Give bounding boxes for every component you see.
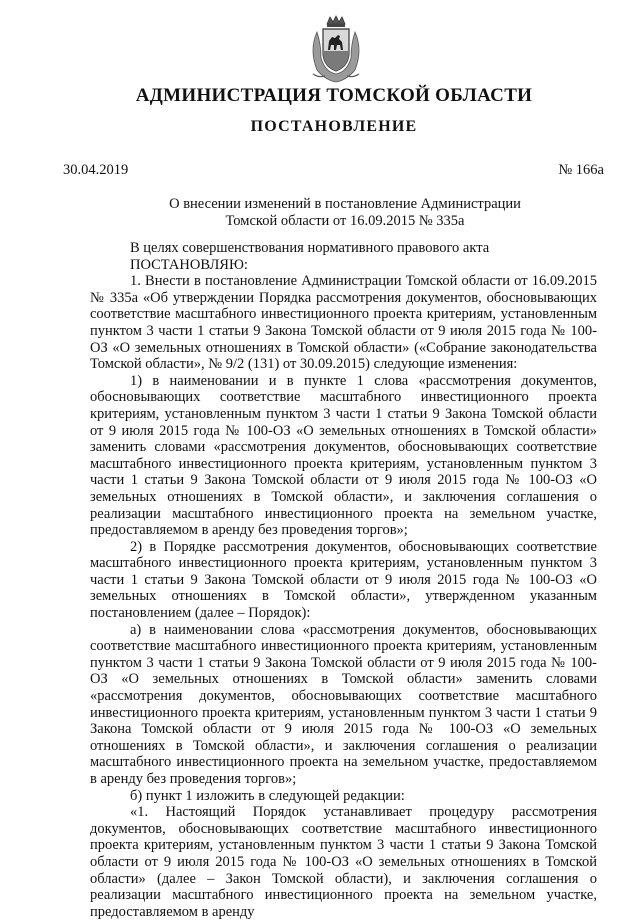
document-body [90, 240, 597, 920]
decree-word: ПОСТАНОВЛЯЮ: [130, 256, 248, 273]
preamble: В целях совершенствования нормативного правового акта [130, 240, 490, 256]
subject-line-2: Томской области от 16.09.2015 № 335а [225, 213, 465, 229]
paragraph-1-2-b-quote: «1. Настоящий Порядок устанавливает процедуру рассмотрения документов, обосновывающих соответствие масштабного инвестиционного проекта критериям, установленным пунктом 3 части 1 статьи 9 Закона Томской области от 9 июля 2015 года № 100-ОЗ «О земельных отношениях в Томской области» (далее – Закон Томской области), и заключения соглашения о реализации масштабного инвестиционного проекта на земельном участке, предоставляемом в аренду [90, 804, 597, 920]
coat-of-arms-icon [307, 14, 365, 84]
paragraph-1-2-a: а) в наименовании слова «рассмотрения документов, обосновывающих соответствие масштабного инвестиционного проекта критериям, установленным пунктом 3 части 1 статьи 9 Закона Томской области от 9 июля 2015 года № 100-ОЗ «О земельных отношениях в Томской области» заменить словами «рассмотрения документов, обосновывающих соответствие масштабного инвестиционного проекта критериям, установленным пунктом 3 части 1 статьи 9 Закона Томской области от 9 июля 2015 года № 100-ОЗ «О земельных отношениях в Томской области», и заключения соглашения о реализации масштабного инвестиционного проекта на земельном участке, предоставляемом в аренду без проведения торгов»; [90, 621, 597, 787]
subject-line-1: О внесении изменений в постановление Администрации [169, 196, 521, 212]
organization-title: АДМИНИСТРАЦИЯ ТОМСКОЙ ОБЛАСТИ [135, 85, 533, 106]
paragraph-1-2-b: б) пункт 1 изложить в следующей редакции: [130, 787, 405, 804]
document-date: 30.04.2019 [63, 162, 129, 178]
paragraph-1-1: 1) в наименовании и в пункте 1 слова «рассмотрения документов, обосновывающих соответствие масштабного инвестиционного проекта критериям, установленным пунктом 3 части 1 статьи 9 Закона Томской области от 9 июля 2015 года № 100-ОЗ «О земельных отношениях в Томской области» заменить словами «рассмотрения документов, обосновывающих соответствие масштабного инвестиционного проекта критериям, установленным пунктом 3 части 1 статьи 9 Закона Томской области от 9 июля 2015 года № 100-ОЗ «О земельных отношениях в Томской области», и заключения соглашения о реализации масштабного инвестиционного проекта на земельном участке, предоставляемом в аренду без проведения торгов»; [90, 372, 597, 539]
document-subject [60, 196, 630, 230]
paragraph-1: 1. Внести в постановление Администрации Томской области от 16.09.2015 № 335а «Об утверждении Порядка рассмотрения документов, обосновывающих соответствие масштабного инвестиционного проекта критериям, установленным пунктом 3 части 1 статьи 9 Закона Томской области от 9 июля 2015 года № 100-ОЗ «О земельных отношениях в Томской области» («Собрание законодательства Томской области», № 9/2 (131) от 30.09.2015) следующие изменения: [90, 273, 597, 373]
document-number: № 166а [558, 162, 604, 178]
document-type: ПОСТАНОВЛЕНИЕ [250, 118, 418, 135]
paragraph-1-2: 2) в Порядке рассмотрения документов, обосновывающих соответствие масштабного инвестиционного проекта критериям, установленным пунктом 3 части 1 статьи 9 Закона Томской области от 9 июля 2015 года № 100-ОЗ «О земельных отношениях в Томской области», утвержденном указанным постановлением (далее – Порядок): [90, 538, 597, 622]
